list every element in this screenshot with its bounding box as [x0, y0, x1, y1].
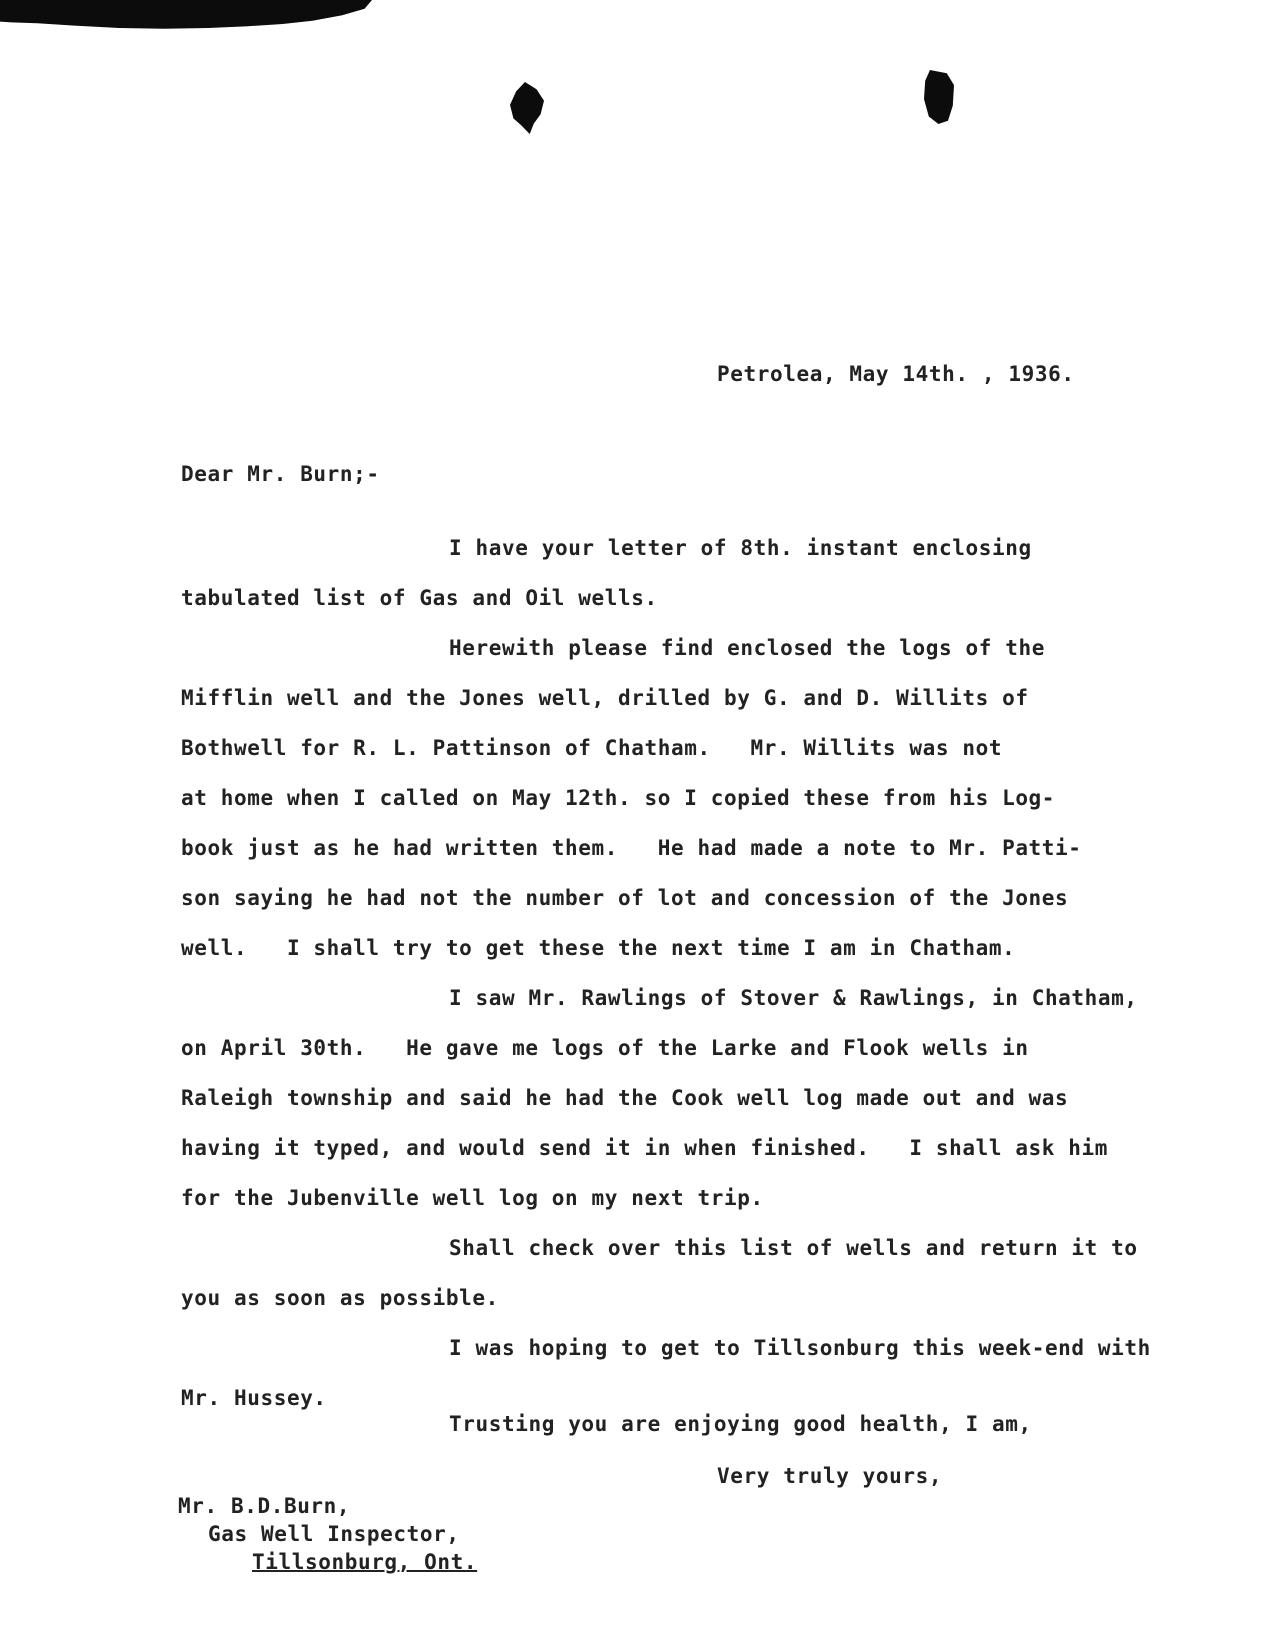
body-line: I have your letter of 8th. instant enclosing — [449, 536, 1032, 560]
punch-hole-left — [510, 82, 544, 134]
body-line: Herewith please find enclosed the logs of the — [449, 636, 1045, 660]
closing: Very truly yours, — [717, 1464, 943, 1488]
body-line: son saying he had not the number of lot and concession of the Jones — [181, 886, 1069, 910]
body-line: Mr. Hussey. — [181, 1386, 327, 1410]
address-line-title: Gas Well Inspector, — [208, 1522, 460, 1546]
body-line: I saw Mr. Rawlings of Stover & Rawlings, in Chatham, — [449, 986, 1138, 1010]
punch-hole-right — [924, 70, 954, 124]
body-line: well. I shall try to get these the next time I am in Chatham. — [181, 936, 1016, 960]
body-line: you as soon as possible. — [181, 1286, 499, 1310]
body-line: Shall check over this list of wells and return it to — [449, 1236, 1138, 1260]
body-line: tabulated list of Gas and Oil wells. — [181, 586, 658, 610]
body-line: on April 30th. He gave me logs of the Larke and Flook wells in — [181, 1036, 1029, 1060]
body-line: book just as he had written them. He had made a note to Mr. Patti- — [181, 836, 1082, 860]
body-line: Trusting you are enjoying good health, I am, — [449, 1412, 1032, 1436]
body-line: Raleigh township and said he had the Cook well log made out and was — [181, 1086, 1069, 1110]
body-line: I was hoping to get to Tillsonburg this week-end with — [449, 1336, 1151, 1360]
salutation: Dear Mr. Burn;- — [181, 462, 380, 486]
body-line: at home when I called on May 12th. so I copied these from his Log- — [181, 786, 1056, 810]
body-line: Mifflin well and the Jones well, drilled by G. and D. Willits of — [181, 686, 1029, 710]
body-line: having it typed, and would send it in when finished. I shall ask him — [181, 1136, 1109, 1160]
address-line-city: Tillsonburg, Ont. — [252, 1550, 478, 1574]
date-line: Petrolea, May 14th. , 1936. — [717, 362, 1075, 386]
torn-paper-edge — [0, 0, 372, 40]
body-line: for the Jubenville well log on my next trip. — [181, 1186, 764, 1210]
address-line-name: Mr. B.D.Burn, — [178, 1494, 351, 1518]
body-line: Bothwell for R. L. Pattinson of Chatham. Mr. Willits was not — [181, 736, 1003, 760]
